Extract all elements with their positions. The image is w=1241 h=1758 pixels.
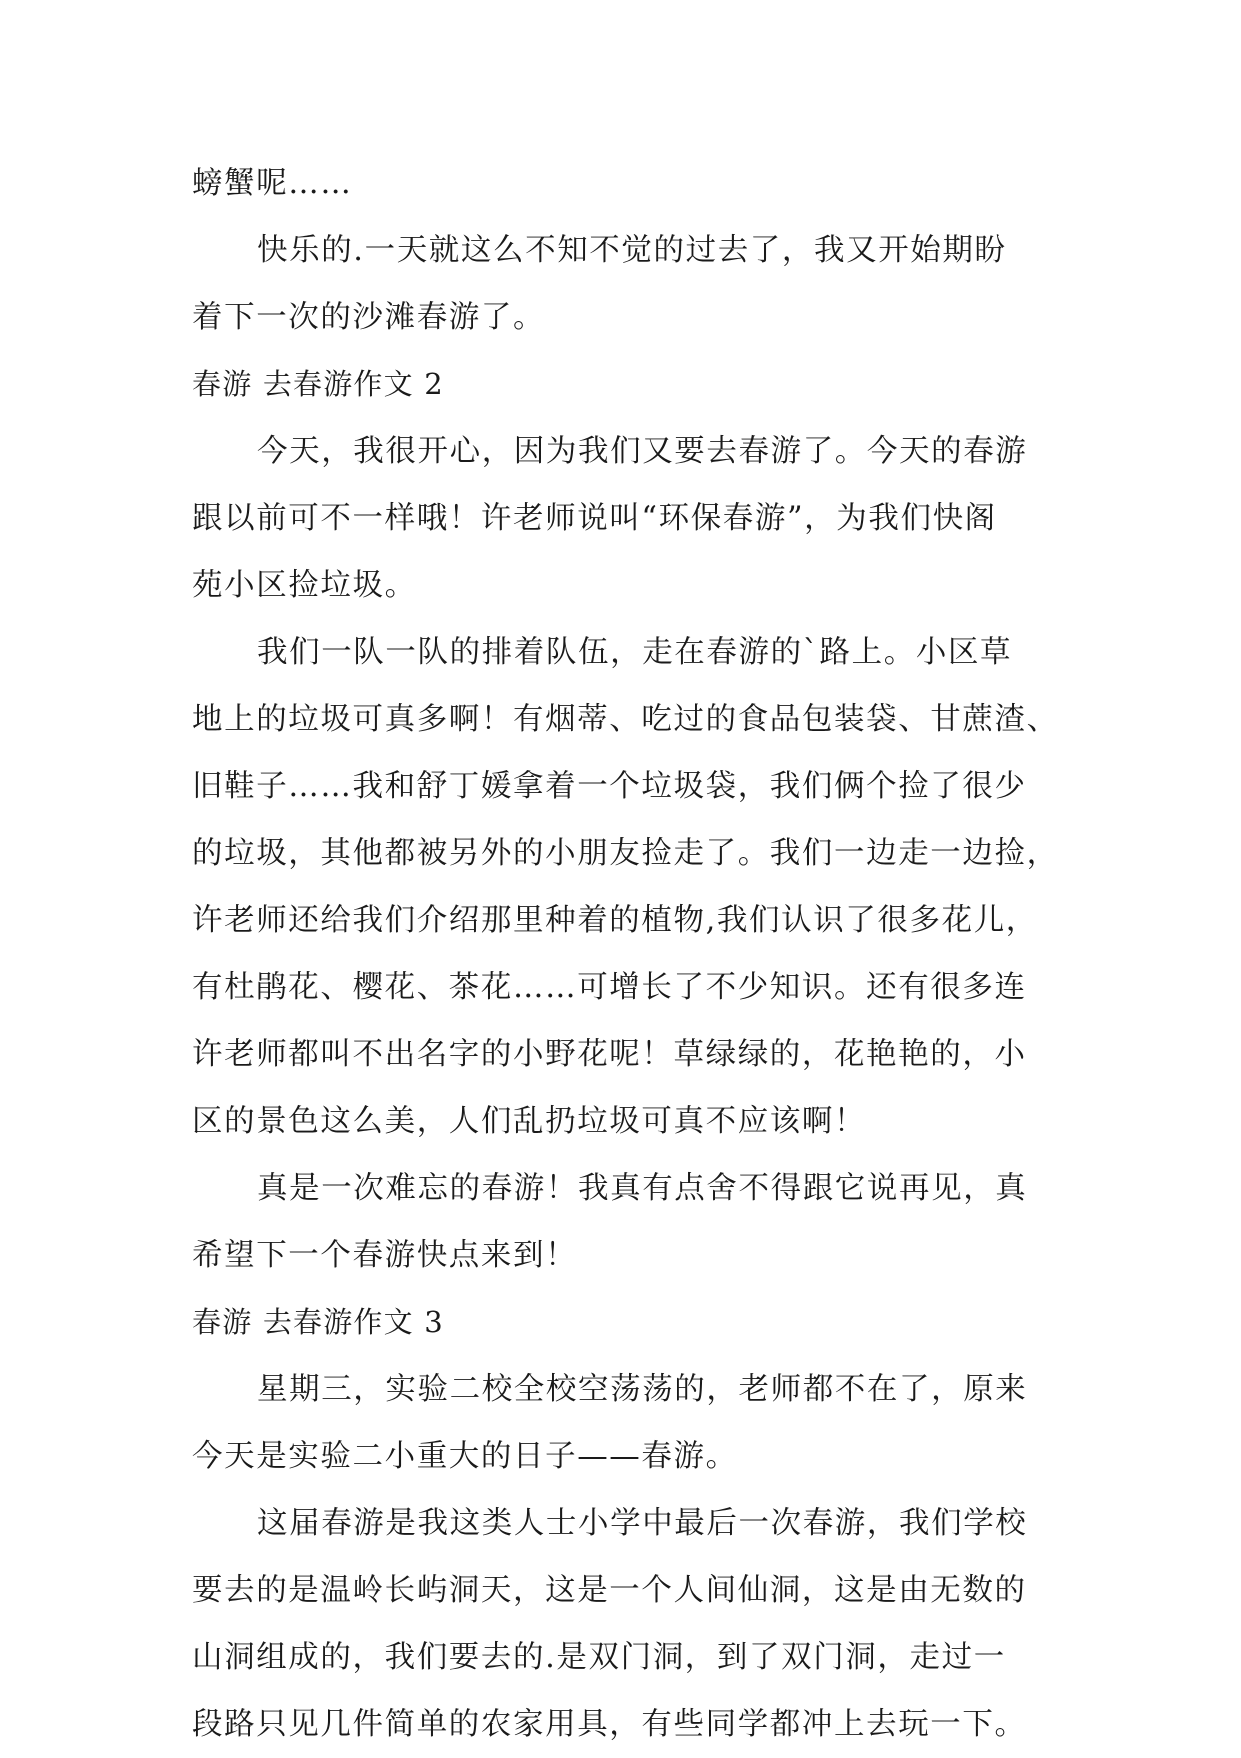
text-line: 有杜鹃花、樱花、茶花……可增长了不少知识。还有很多连 bbox=[192, 970, 1027, 1005]
text-line: 的垃圾，其他都被另外的小朋友捡走了。我们一边走一边捡， bbox=[192, 836, 1059, 871]
text-line: 许老师都叫不出名字的小野花呢！草绿绿的，花艳艳的，小 bbox=[192, 1037, 1027, 1072]
text-line: 今天，我很开心，因为我们又要去春游了。今天的春游 bbox=[257, 434, 1028, 469]
text-line: 快乐的.一天就这么不知不觉的过去了，我又开始期盼 bbox=[257, 233, 1007, 268]
text-line: 星期三，实验二校全校空荡荡的，老师都不在了，原来 bbox=[257, 1372, 1028, 1407]
text-line: 我们一队一队的排着队伍，走在春游的`路上。小区草 bbox=[257, 635, 1013, 670]
text-line: 旧鞋子……我和舒丁媛拿着一个垃圾袋，我们俩个捡了很少 bbox=[192, 769, 1027, 804]
document-body bbox=[192, 150, 1064, 1758]
text-line: 苑小区捡垃圾。 bbox=[192, 568, 417, 603]
text-line: 地上的垃圾可真多啊！有烟蒂、吃过的食品包装袋、甘蔗渣、 bbox=[192, 702, 1059, 737]
text-line: 要去的是温岭长屿洞天，这是一个人间仙洞，这是由无数的 bbox=[192, 1573, 1027, 1608]
section-heading: 春游 去春游作文 2 bbox=[192, 367, 444, 401]
text-line: 区的景色这么美，人们乱扔垃圾可真不应该啊！ bbox=[192, 1104, 867, 1139]
text-line: 希望下一个春游快点来到！ bbox=[192, 1238, 578, 1273]
text-line: 螃蟹呢…… bbox=[192, 166, 353, 201]
text-line: 山洞组成的，我们要去的.是双门洞，到了双门洞，走过一 bbox=[192, 1640, 1006, 1675]
text-line: 着下一次的沙滩春游了。 bbox=[192, 300, 546, 335]
text-line: 许老师还给我们介绍那里种着的植物,我们认识了很多花儿， bbox=[192, 903, 1038, 938]
section-heading: 春游 去春游作文 3 bbox=[192, 1305, 444, 1339]
text-line: 跟以前可不一样哦！许老师说叫“环保春游”，为我们快阁 bbox=[192, 501, 997, 536]
text-line: 真是一次难忘的春游！我真有点舍不得跟它说再见，真 bbox=[257, 1171, 1028, 1206]
text-line: 这届春游是我这类人士小学中最后一次春游，我们学校 bbox=[257, 1506, 1028, 1541]
text-line: 段路只见几件简单的农家用具，有些同学都冲上去玩一下。 bbox=[192, 1707, 1027, 1742]
text-line: 今天是实验二小重大的日子——春游。 bbox=[192, 1439, 738, 1474]
